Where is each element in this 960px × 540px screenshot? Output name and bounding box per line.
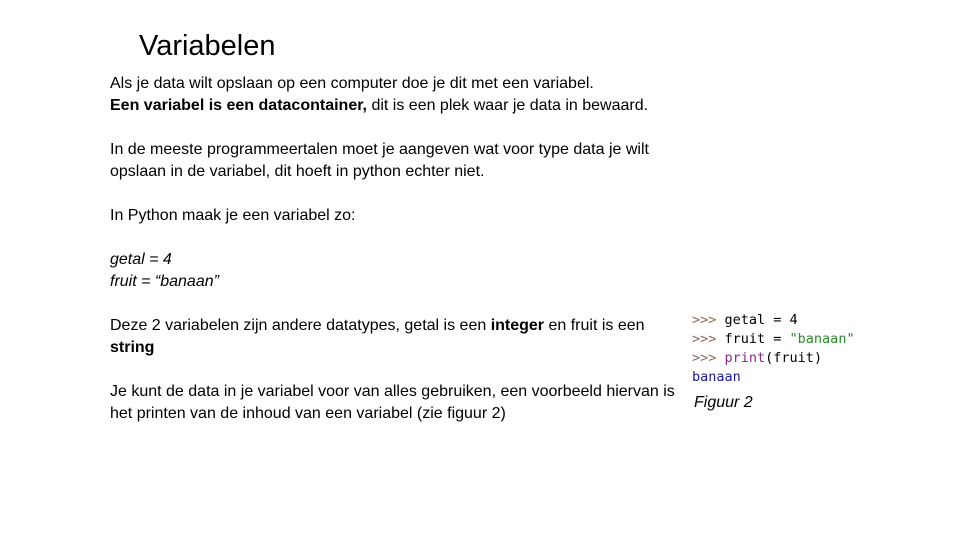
datatypes-text-b: en fruit is een <box>544 317 645 334</box>
code-example <box>110 249 685 293</box>
paragraph-intro <box>110 73 685 117</box>
shell-prompt: >>> <box>692 350 717 366</box>
body-text <box>110 73 685 425</box>
shell-output: banaan <box>692 369 741 385</box>
paragraph-types: In de meeste programmeertalen moet je aangeven wat voor type data je wilt opslaan in de variabel, dit hoeft in python echter niet. <box>110 141 649 180</box>
code-print-args: (fruit) <box>765 350 823 366</box>
intro-rest: dit is een plek waar je data in bewaard. <box>367 97 649 114</box>
shell-prompt: >>> <box>692 312 717 328</box>
paragraph-datatypes <box>110 315 685 359</box>
slide-title: Variabelen <box>139 30 276 62</box>
code-string-banaan: "banaan" <box>789 331 855 347</box>
code-print-builtin: print <box>716 350 766 366</box>
code-line-getal: getal = 4 <box>716 312 798 328</box>
paragraph-usage: Je kunt de data in je variabel voor van alles gebruiken, een voorbeeld hiervan is het printen van de inhoud van een variabel (zie figuur 2) <box>110 383 675 422</box>
datatypes-text-a: Deze 2 variabelen zijn andere datatypes, getal is een <box>110 317 491 334</box>
example-line-fruit: fruit = “banaan” <box>110 273 219 290</box>
shell-prompt: >>> <box>692 331 717 347</box>
paragraph-python-howto: In Python maak je een variabel zo: <box>110 207 356 224</box>
integer-term: integer <box>490 317 545 334</box>
code-line-fruit: fruit = <box>716 331 790 347</box>
python-shell-figure <box>692 311 855 387</box>
example-line-getal: getal = 4 <box>110 251 172 268</box>
figure-caption: Figuur 2 <box>694 394 753 411</box>
string-term: string <box>110 339 155 356</box>
intro-line: Als je data wilt opslaan op een computer doe je dit met een variabel. <box>110 75 594 92</box>
intro-bold-definition: Een variabel is een datacontainer, <box>110 97 367 114</box>
